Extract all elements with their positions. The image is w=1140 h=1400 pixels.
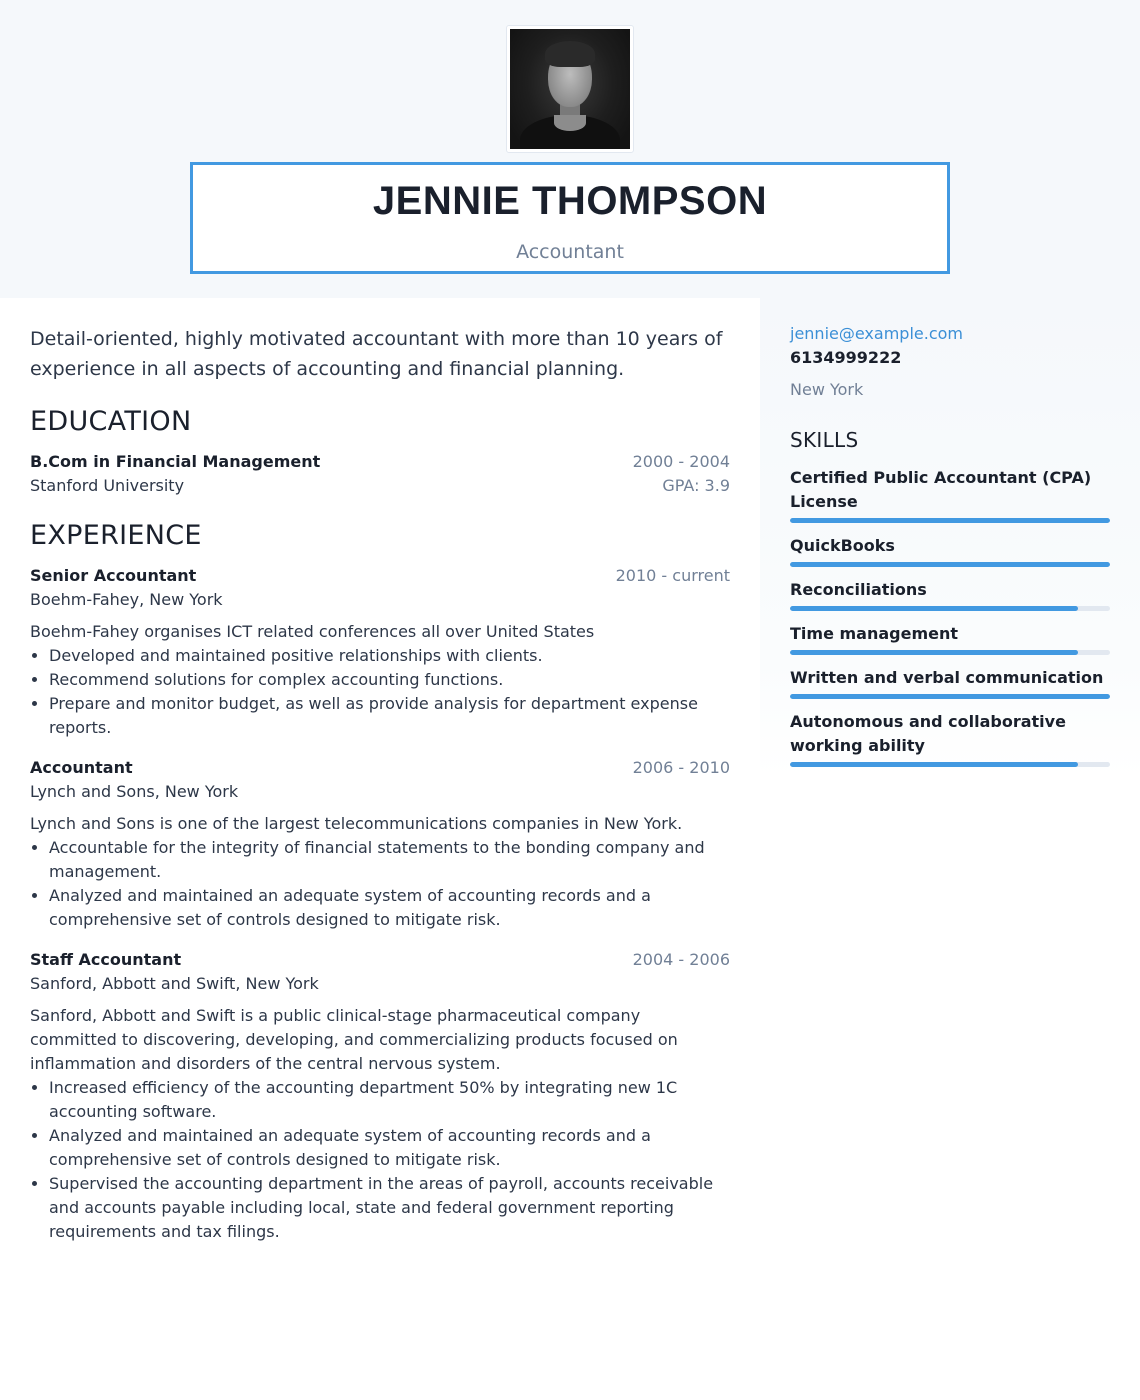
skill-bar — [790, 562, 1110, 567]
education-gpa: GPA: 3.9 — [662, 476, 730, 495]
skills-title: SKILLS — [790, 428, 859, 452]
skill-bar-fill — [790, 650, 1078, 655]
experience-position: Accountant — [30, 758, 133, 777]
education-degree: B.Com in Financial Management — [30, 452, 321, 471]
experience-entry — [30, 948, 730, 1244]
profile-photo — [510, 29, 630, 149]
education-dates: 2000 - 2004 — [632, 452, 730, 471]
experience-dates: 2006 - 2010 — [632, 758, 730, 777]
list-item: • Recommend solutions for complex accounting functions. — [49, 668, 730, 692]
skill-item — [790, 534, 1110, 567]
experience-dates: 2004 - 2006 — [632, 950, 730, 969]
experience-description: Lynch and Sons is one of the largest telecommunications companies in New York. — [30, 814, 683, 833]
list-item: • Analyzed and maintained an adequate system of accounting records and a comprehensive set of controls designed to mitigate risk. — [49, 884, 730, 932]
experience-description: Boehm-Fahey organises ICT related conferences all over United States — [30, 622, 595, 641]
skill-bar-fill — [790, 762, 1078, 767]
skill-bar-fill — [790, 518, 1110, 523]
skill-name: Autonomous and collaborative working ability — [790, 712, 1066, 755]
skill-item — [790, 710, 1110, 767]
experience-position: Staff Accountant — [30, 950, 182, 969]
skill-bar-fill — [790, 562, 1110, 567]
experience-entry — [30, 564, 730, 740]
education-entry — [30, 450, 730, 498]
phone-number: 6134999222 — [790, 348, 902, 367]
list-item: • Accountable for the integrity of financial statements to the bonding company and management. — [49, 836, 730, 884]
name-box — [190, 162, 950, 274]
skill-bar-fill — [790, 606, 1078, 611]
skill-name: Certified Public Accountant (CPA) License — [790, 468, 1092, 511]
list-item: • Prepare and monitor budget, as well as provide analysis for department expense reports. — [49, 692, 730, 740]
experience-company: Sanford, Abbott and Swift, New York — [30, 974, 319, 993]
skill-bar — [790, 606, 1110, 611]
experience-bullets — [30, 644, 730, 740]
experience-company: Boehm-Fahey, New York — [30, 590, 223, 609]
header-band — [0, 0, 1140, 298]
education-school: Stanford University — [30, 476, 185, 495]
summary: Detail-oriented, highly motivated accountant with more than 10 years of experience in all aspects of accounting and financial planning. — [30, 328, 723, 380]
experience-position: Senior Accountant — [30, 566, 197, 585]
profile-photo-frame — [506, 25, 634, 153]
experience-entry — [30, 756, 730, 932]
skill-name: Reconciliations — [790, 580, 927, 599]
sidebar — [790, 322, 1110, 767]
skill-bar — [790, 518, 1110, 523]
experience-bullets — [30, 1076, 730, 1244]
list-item: • Analyzed and maintained an adequate system of accounting records and a comprehensive set of controls designed to mitigate risk. — [49, 1124, 730, 1172]
email-link[interactable]: jennie@example.com — [790, 324, 963, 343]
experience-dates: 2010 - current — [615, 566, 730, 585]
skill-item — [790, 466, 1110, 523]
experience-description: Sanford, Abbott and Swift is a public clinical-stage pharmaceutical company committed to discovering, developing, and commercializing products focused on inflammation and disorders of the central nervous system. — [30, 1006, 678, 1073]
education-title: EDUCATION — [30, 406, 192, 437]
skill-name: Written and verbal communication — [790, 668, 1104, 687]
skill-item — [790, 578, 1110, 611]
skill-item — [790, 666, 1110, 699]
person-role: Accountant — [516, 241, 624, 263]
experience-company: Lynch and Sons, New York — [30, 782, 239, 801]
skill-bar — [790, 694, 1110, 699]
skill-item — [790, 622, 1110, 655]
skill-bar — [790, 762, 1110, 767]
list-item: • Increased efficiency of the accounting department 50% by integrating new 1C accounting software. — [49, 1076, 730, 1124]
experience-bullets — [30, 836, 730, 932]
location: New York — [790, 380, 864, 399]
list-item: • Supervised the accounting department in the areas of payroll, accounts receivable and accounts payable including local, state and federal government reporting requirements and tax filings. — [49, 1172, 730, 1244]
skill-bar — [790, 650, 1110, 655]
skill-bar-fill — [790, 694, 1110, 699]
list-item: • Developed and maintained positive relationships with clients. — [49, 644, 730, 668]
main-column — [30, 324, 730, 1244]
experience-title: EXPERIENCE — [30, 520, 202, 551]
skill-name: Time management — [790, 624, 959, 643]
person-name: JENNIE THOMPSON — [372, 179, 768, 223]
skill-name: QuickBooks — [790, 536, 895, 555]
